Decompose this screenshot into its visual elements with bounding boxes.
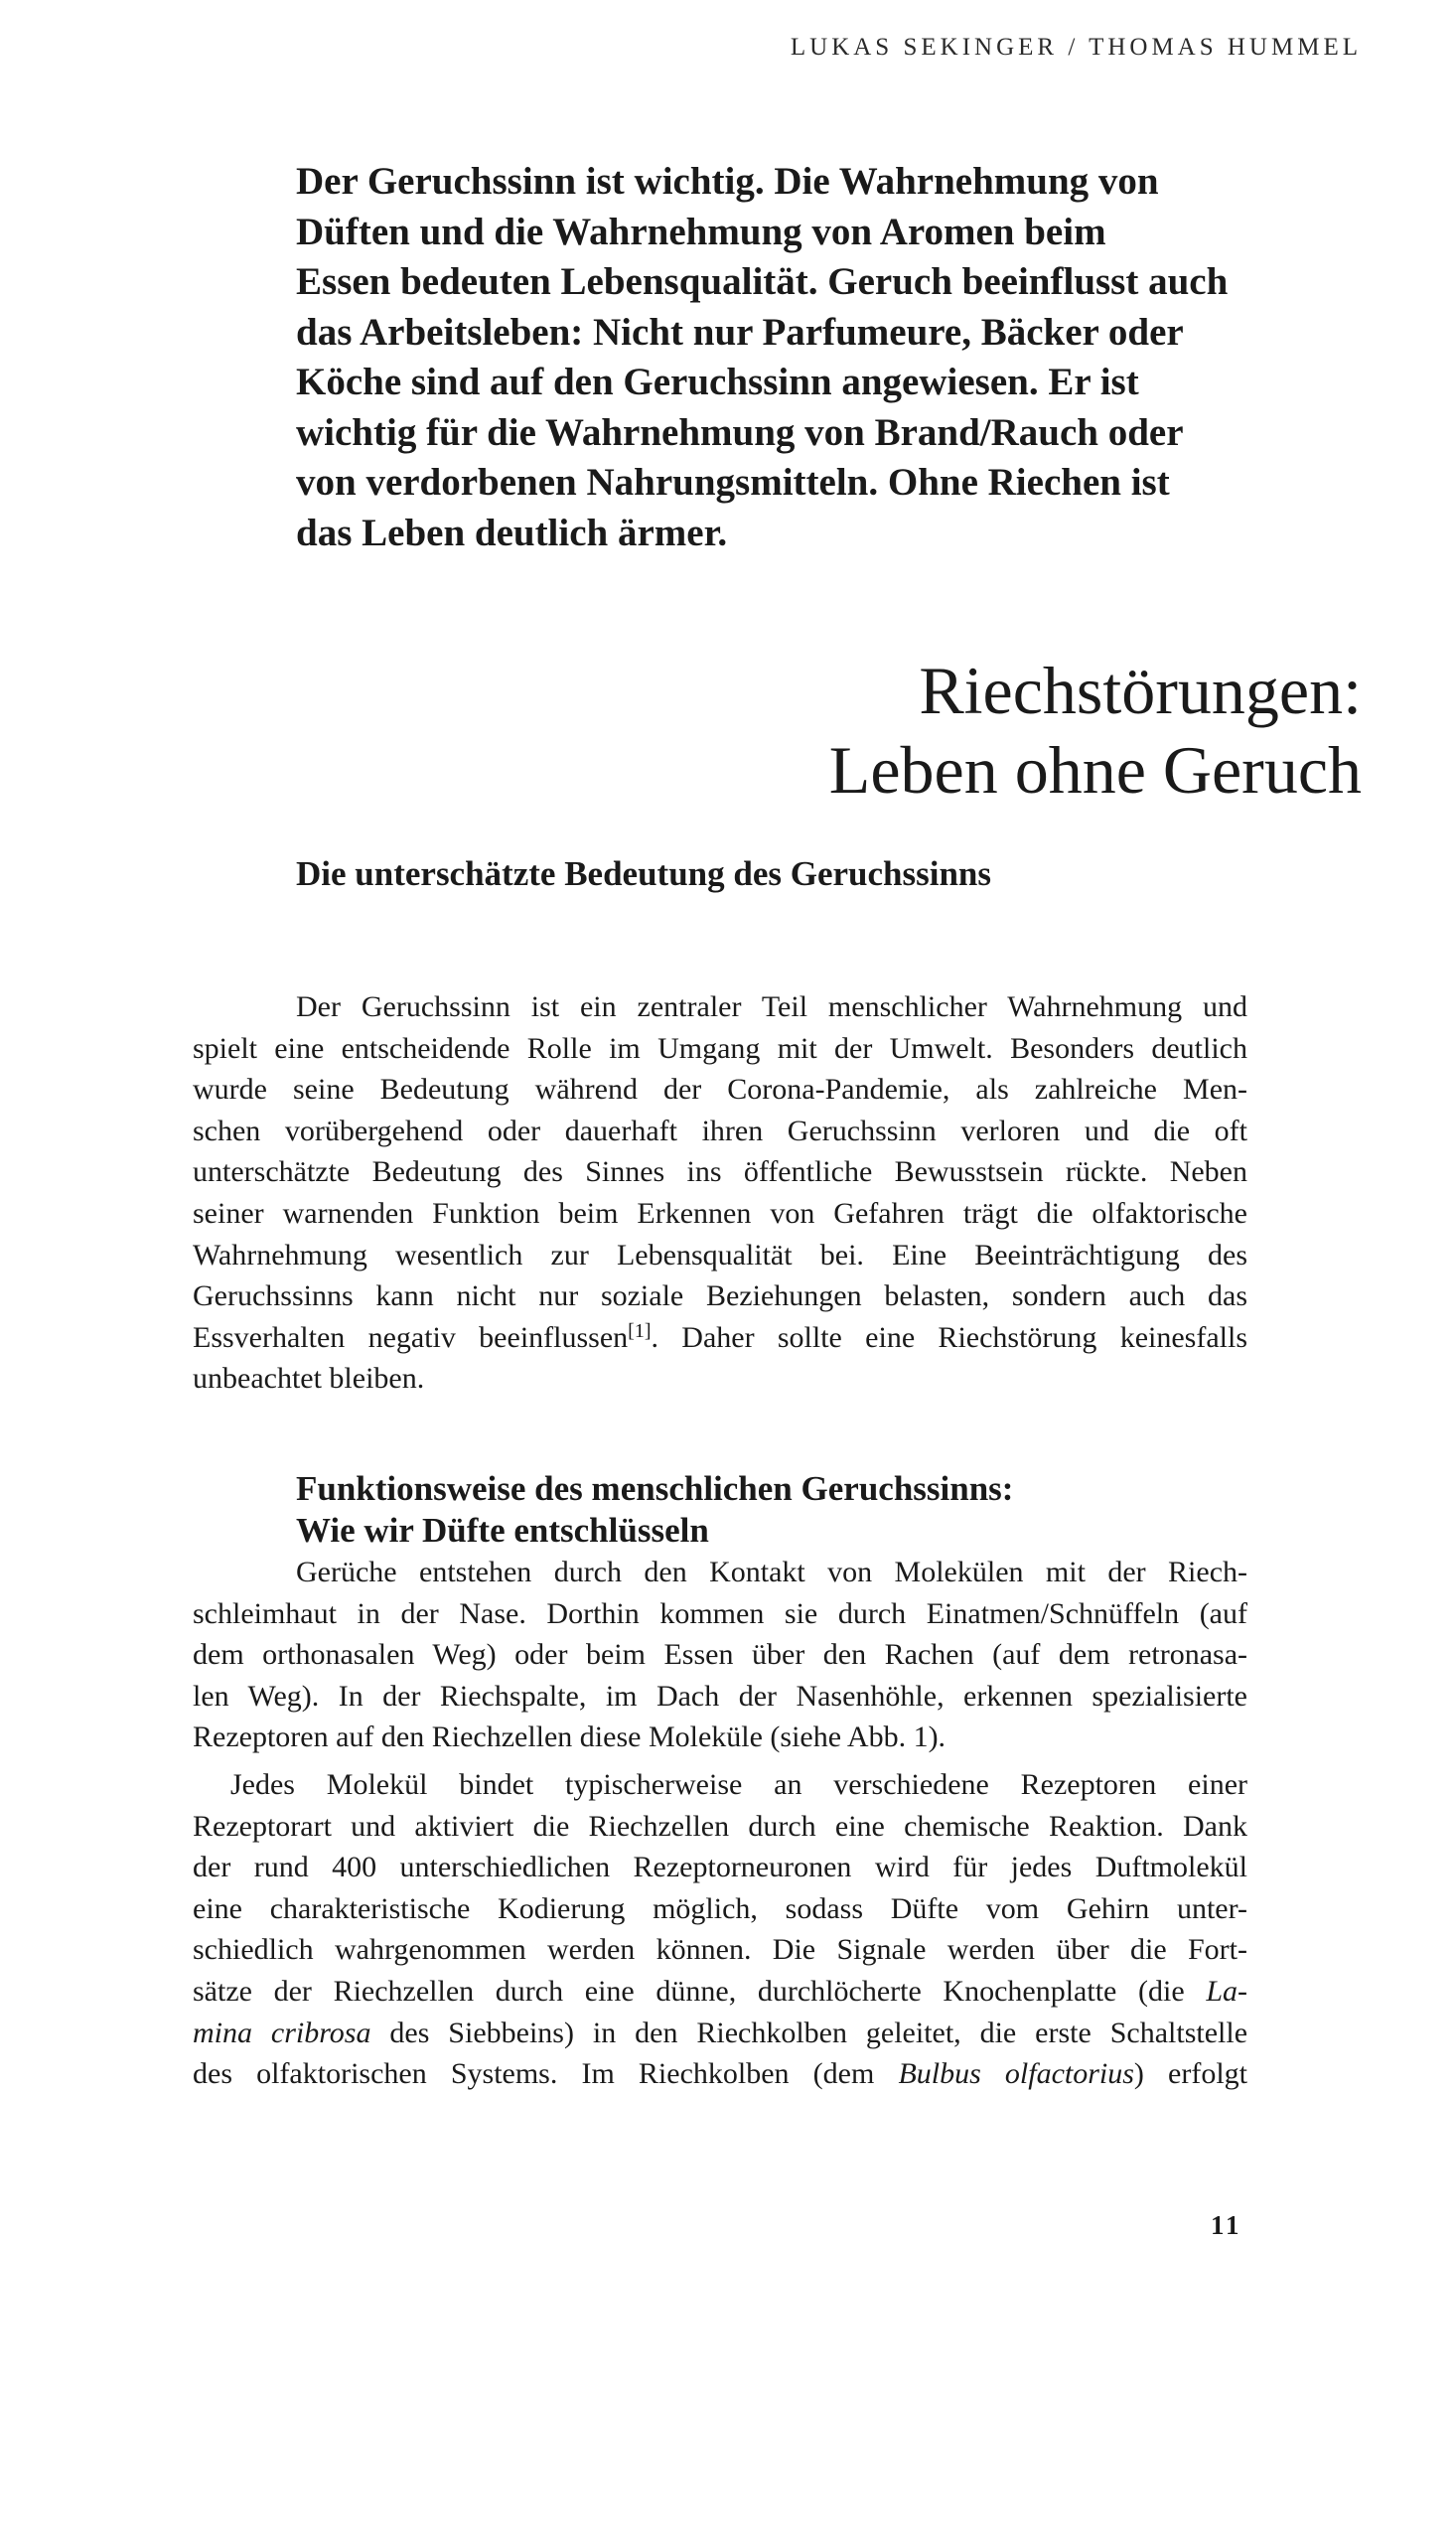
paragraph-line: schen vorübergehend oder dauerhaft ihren Geruchssinn verloren und die oft [193, 1114, 1247, 1147]
latin-term: Bulbus olfactorius [898, 2057, 1134, 2091]
paragraph-line: Rezeptorart und aktiviert die Riechzellen durch eine chemische Reaktion. Dank [193, 1809, 1247, 1843]
paragraph-line: len Weg). In der Riechspalte, im Dach der Nasenhöhle, erkennen spezialisierte [193, 1679, 1247, 1713]
line-text: des olfaktorischen Systems. Im Riechkolben (dem [193, 2057, 899, 2091]
intro-paragraph [296, 157, 1349, 558]
paragraph-line: spielt eine entscheidende Rolle im Umgang mit der Umwelt. Besonders deutlich [193, 1031, 1247, 1065]
paragraph-line [193, 2053, 1247, 2095]
line-text: sätze der Riechzellen durch eine dünne, durchlöcherte Knochenplatte (die [193, 1974, 1207, 2008]
paragraph-line: wurde seine Bedeutung während der Corona-Pandemie, als zahlreiche Men- [193, 1073, 1247, 1107]
paragraph-line: der rund 400 unterschiedlichen Rezeptorneuronen wird für jedes Duftmolekül [193, 1851, 1247, 1884]
chapter-title [829, 651, 1362, 810]
paragraph-line [193, 1317, 1247, 1359]
paragraph-line: dem orthonasalen Weg) oder beim Essen über den Rachen (auf dem retronasa- [193, 1638, 1247, 1672]
section-heading [296, 1468, 1013, 1552]
page-number: 11 [1211, 2210, 1242, 2240]
intro-line: Essen bedeuten Lebensqualität. Geruch beeinflusst auch [296, 260, 1229, 303]
paragraph-line: Gerüche entstehen durch den Kontakt von Molekülen mit der Riech- [296, 1556, 1247, 1588]
paragraph-line: eine charakteristische Kodierung möglich, sodass Düfte vom Gehirn unter- [193, 1891, 1247, 1925]
paragraph-line: unbeachtet bleiben. [193, 1362, 425, 1396]
line-text: ) erfolgt [1133, 2057, 1247, 2091]
latin-term: La- [1206, 1974, 1247, 2008]
intro-line: Der Geruchssinn ist wichtig. Die Wahrnehmung von [296, 160, 1159, 203]
paragraph-line: Wahrnehmung wesentlich zur Lebensqualität bei. Eine Beeinträchtigung des [193, 1238, 1247, 1272]
paragraph-line: Jedes Molekül bindet typischerweise an verschiedene Rezeptoren einer [230, 1768, 1247, 1801]
paragraph-line: schiedlich wahrgenommen werden können. Die Signale werden über die Fort- [193, 1933, 1247, 1967]
chapter-title-line-1: Riechstörungen: [919, 653, 1362, 728]
paragraph-line: Der Geruchssinn ist ein zentraler Teil menschlicher Wahrnehmung und [296, 990, 1247, 1023]
paragraph-line: Geruchssinns kann nicht nur soziale Beziehungen belasten, sondern auch das [193, 1279, 1247, 1313]
body-paragraph-1 [193, 986, 1247, 1400]
intro-line: wichtig für die Wahrnehmung von Brand/Rauch oder [296, 410, 1184, 454]
paragraph-line: Rezeptoren auf den Riechzellen diese Moleküle (siehe Abb. 1). [193, 1720, 946, 1754]
paragraph-line: unterschätzte Bedeutung des Sinnes ins öffentliche Bewusstsein rückte. Neben [193, 1155, 1247, 1189]
section-heading-line-1: Funktionsweise des menschlichen Geruchssinns: [296, 1469, 1014, 1508]
footnote-reference[interactable]: [1] [628, 1319, 652, 1342]
paragraph-line: seiner warnenden Funktion beim Erkennen von Gefahren trägt die olfaktorische [193, 1196, 1247, 1230]
body-paragraph-3 [193, 1764, 1247, 2095]
chapter-title-line-2: Leben ohne Geruch [828, 732, 1362, 808]
intro-line: von verdorbenen Nahrungsmitteln. Ohne Riechen ist [296, 461, 1170, 504]
body-paragraph-2 [193, 1552, 1247, 1758]
line-text: des Siebbeins) in den Riechkolben geleitet, die erste Schaltstelle [370, 2016, 1248, 2049]
paragraph-line [193, 2013, 1247, 2054]
running-header: LUKAS SEKINGER / THOMAS HUMMEL [790, 34, 1362, 61]
intro-line: das Arbeitsleben: Nicht nur Parfumeure, Bäcker oder [296, 310, 1184, 354]
section-heading-line-2: Wie wir Düfte entschlüsseln [296, 1511, 709, 1550]
intro-line: Köche sind auf den Geruchssinn angewiesen. Er ist [296, 361, 1139, 403]
line-text: . Daher sollte eine Riechstörung keinesfalls [651, 1320, 1248, 1354]
paragraph-line: schleimhaut in der Nase. Dorthin kommen sie durch Einatmen/Schnüffeln (auf [193, 1596, 1247, 1630]
line-text: Essverhalten negativ beeinflussen [193, 1320, 629, 1354]
intro-line: das Leben deutlich ärmer. [296, 511, 728, 554]
chapter-subtitle: Die unterschätzte Bedeutung des Geruchssinns [296, 854, 992, 893]
paragraph-line [193, 1971, 1247, 2013]
intro-line: Düften und die Wahrnehmung von Aromen beim [296, 210, 1106, 253]
latin-term: mina cribrosa [193, 2016, 371, 2049]
